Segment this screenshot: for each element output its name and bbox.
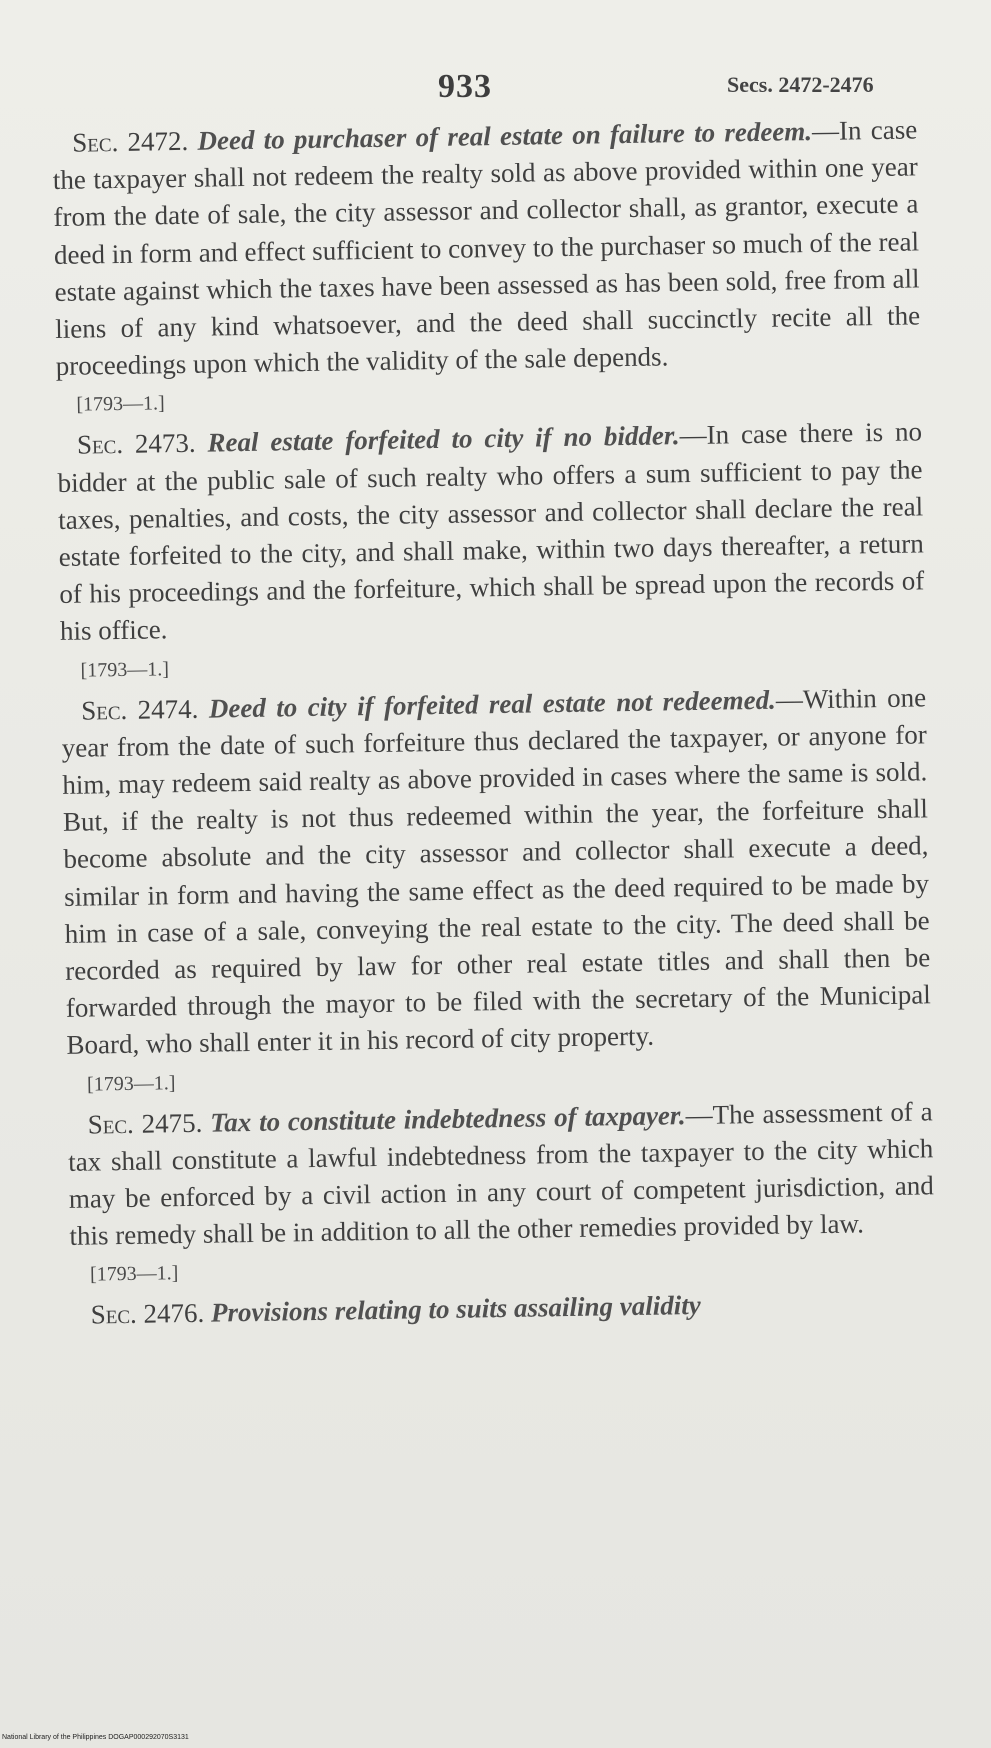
- section-title: Tax to constitute indebtedness of taxpayer.: [209, 1099, 686, 1138]
- section-title: Real estate forfeited to city if no bidder.: [207, 420, 680, 459]
- section-title: Deed to purchaser of real estate on failure to redeem.: [197, 116, 813, 156]
- section-label: Sec. 2476.: [90, 1298, 205, 1331]
- section-citation: [1793—1.]: [80, 657, 170, 682]
- section-text: —Within one year from the date of such forfeiture thus declared the taxpayer, or anyone for him, may redeem said realty as above provided in cases where the same is sold. But, if the realty is not thus redeemed within the year, the forfeiture shall become absolute and the city assessor and collector shall execute a deed, similar in form and having the same effect as the deed required to be made by him in case of a sale, conveying the real estate to the city. The deed shall be recorded as required by law for other real estate titles and shall then be forwarded through the mayor to be filed with the secretary of the Municipal Board, who shall enter it in his record of city property.: [61, 681, 932, 1061]
- section-2473: [57, 414, 925, 651]
- section-range: Secs. 2472-2476: [727, 72, 874, 97]
- section-title: Provisions relating to suits assailing validity: [210, 1290, 701, 1329]
- section-text: —In case the taxpayer shall not redeem the realty sold as above provided within one year from the date of sale, the city assessor and collector shall, as grantor, execute a deed in form and effect sufficient to convey to the purchaser so much of the real estate against which the taxes have been assessed as has been sold, free from all liens of any kind whatsoever, and the deed shall succinctly recite all the proceedings upon which the validity of the sale depends.: [52, 114, 921, 382]
- section-2476: [70, 1284, 935, 1335]
- scan-credit: National Library of the Philippines DOGAP000292070S3131: [2, 1734, 189, 1741]
- section-label: Sec. 2475.: [87, 1107, 203, 1140]
- section-citation: [1793—1.]: [89, 1262, 179, 1287]
- section-2474: [61, 679, 932, 1065]
- page-number: 933: [438, 68, 492, 105]
- section-2475: [67, 1093, 934, 1255]
- section-citation: [1793—1.]: [86, 1071, 176, 1096]
- section-text: —The assessment of a tax shall constitute a lawful indebtedness from the taxpayer to the city which may be enforced by a civil action in any court of competent jurisdiction, and this remedy shall be in addition to all the other remedies provided by law.: [68, 1095, 934, 1252]
- section-text: —In case there is no bidder at the public sale of such realty who offers a sum sufficient to pay the taxes, penalties, and costs, the city assessor and collector shall declare the real estate forfeited to the city, and shall make, within two days thereafter, a return of his proceedings and the forfeiture, which shall be spread upon the records of his office.: [57, 416, 925, 647]
- section-citation: [1793—1.]: [76, 392, 165, 417]
- section-label: Sec. 2473.: [76, 428, 196, 461]
- page-header: [0, 58, 991, 118]
- section-title: Deed to city if forfeited real estate not redeemed.: [208, 684, 777, 724]
- section-label: Sec. 2474.: [80, 693, 199, 726]
- page-body: [52, 111, 936, 1334]
- section-2472: [52, 111, 921, 385]
- section-label: Sec. 2472.: [72, 125, 189, 158]
